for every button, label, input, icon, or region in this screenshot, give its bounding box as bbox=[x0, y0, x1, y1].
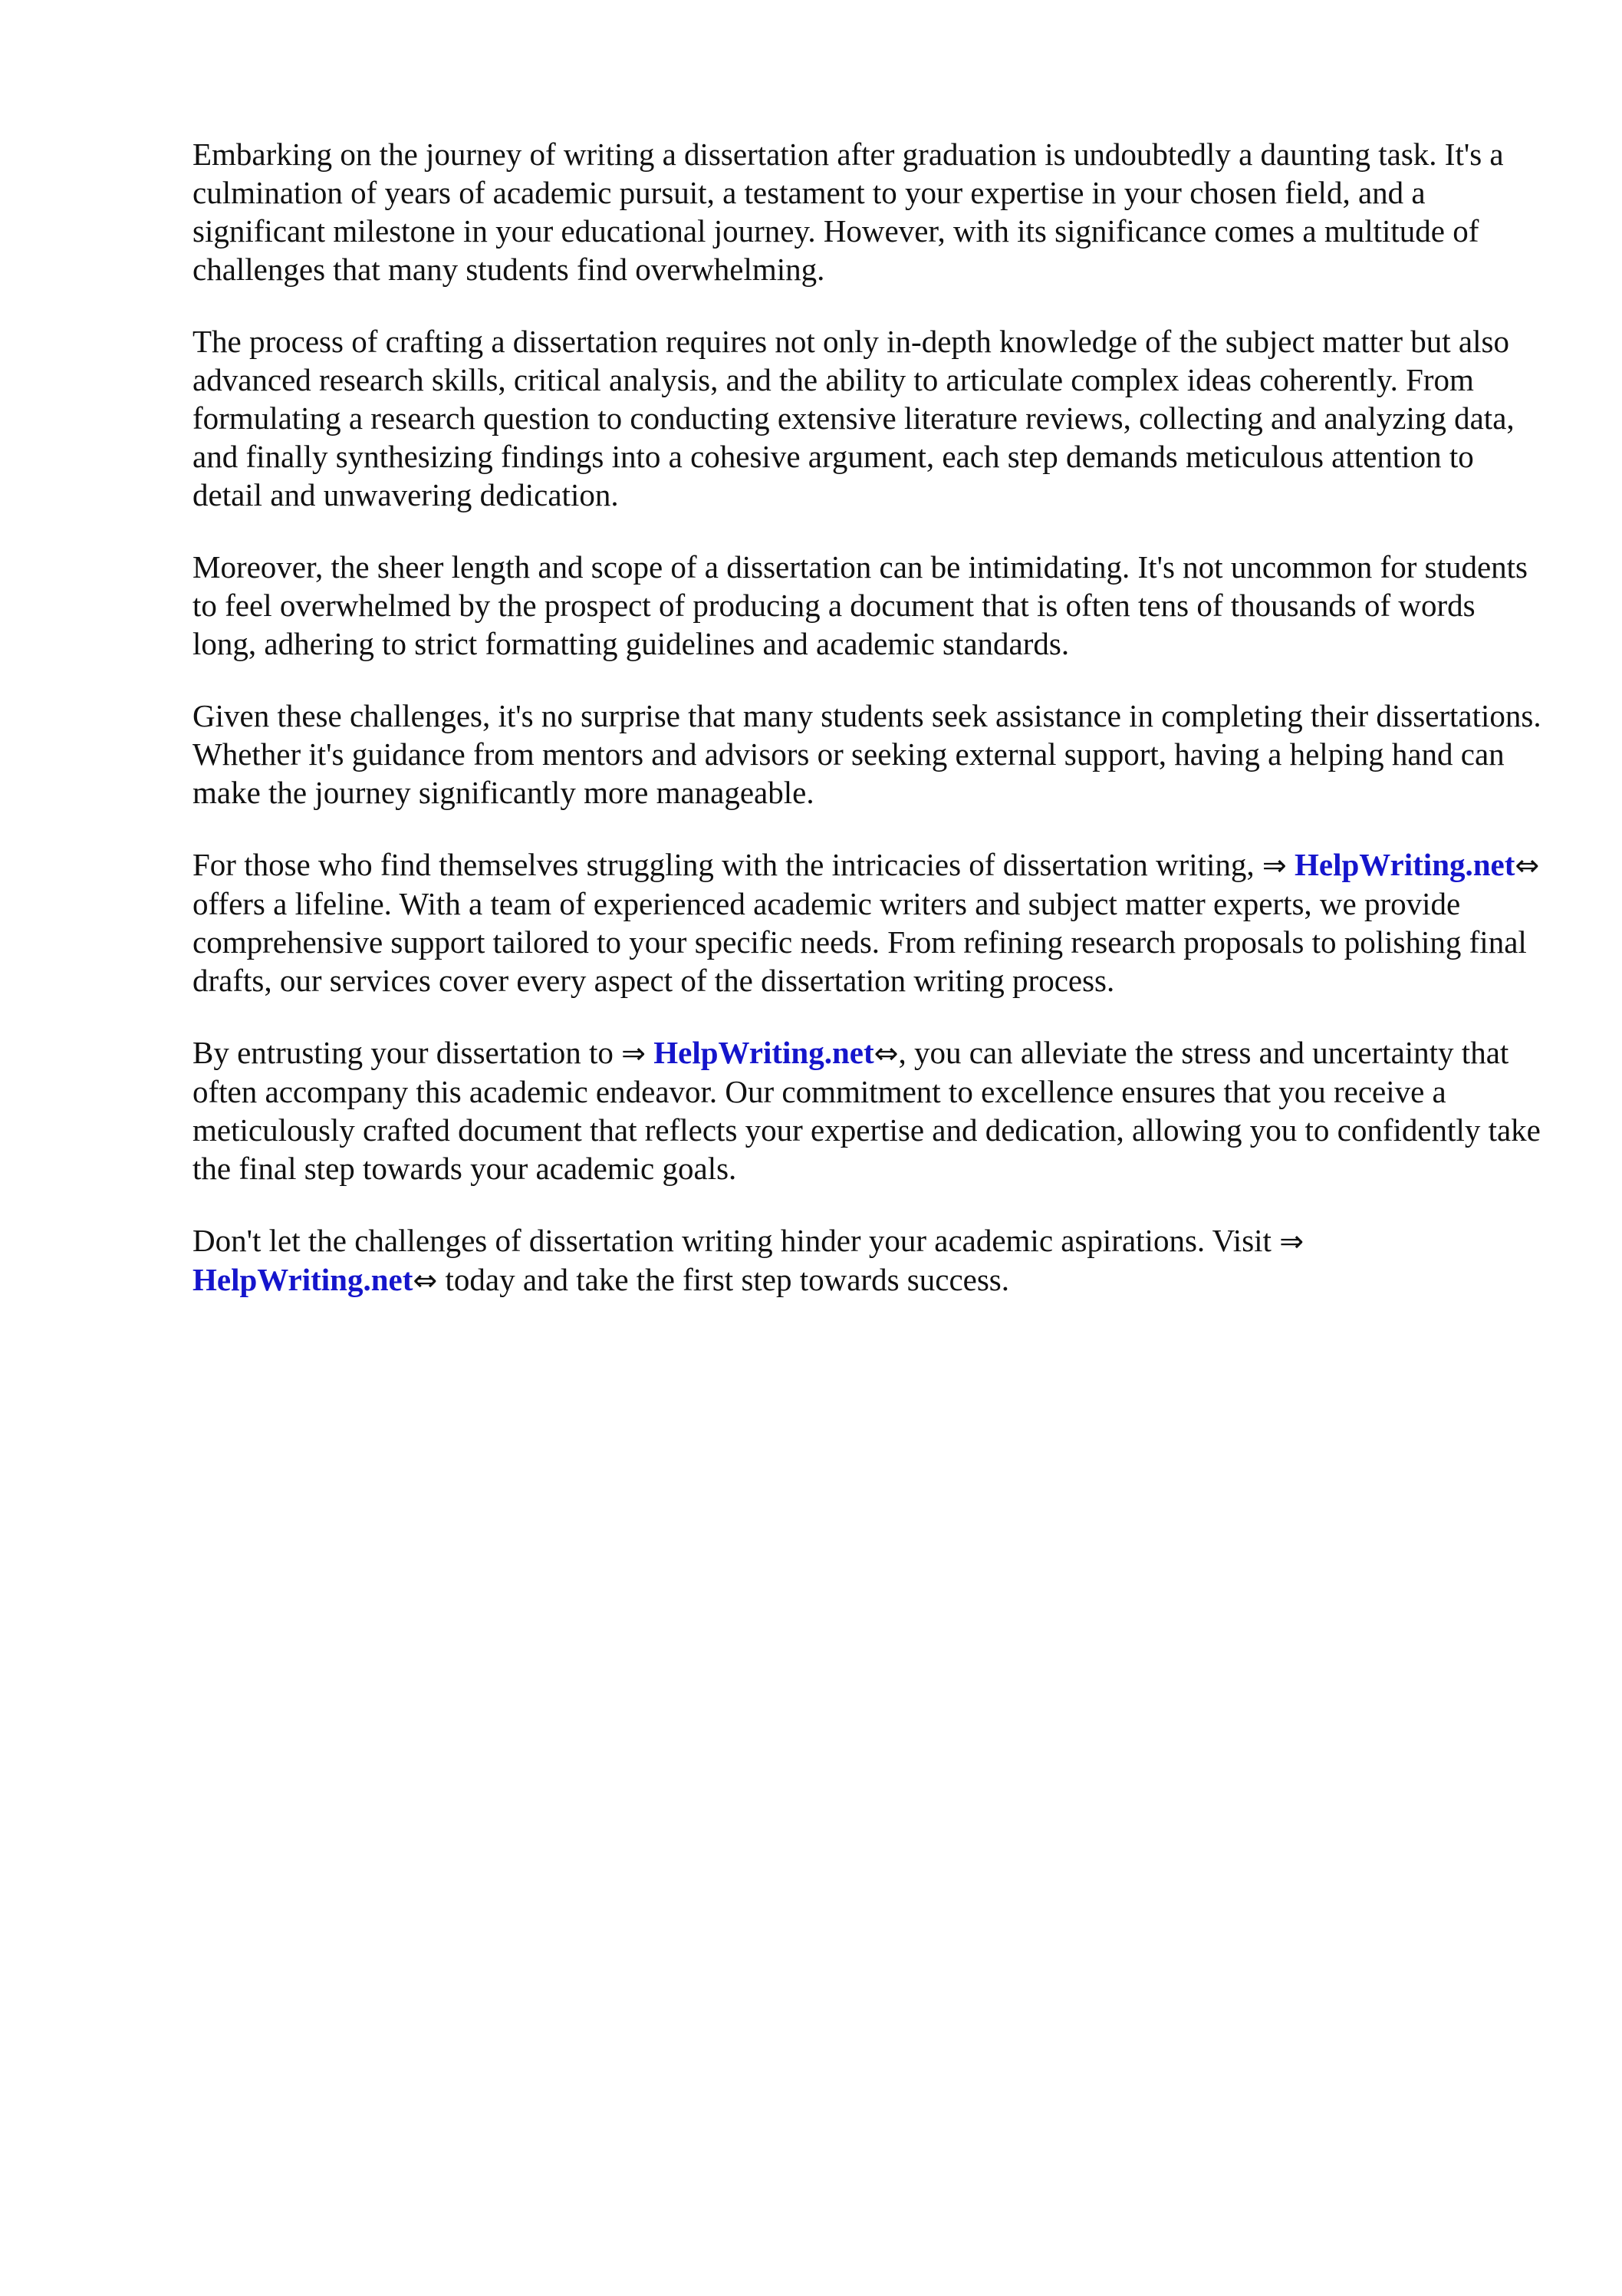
paragraph-text: For those who find themselves struggling with the intricacies of dissertation writing, bbox=[192, 847, 1262, 882]
paragraph-visit bbox=[192, 1221, 1542, 1300]
paragraph-text: today and take the first step towards success. bbox=[437, 1262, 1010, 1297]
paragraph-text: , you can alleviate the stress and uncertainty that often accompany this academic endeavor. Our commitment to excellence ensures that you receive a meticulously crafted document that reflects your expertise and dedication, allowing you to confidently take the final step towards your academic goals. bbox=[192, 1035, 1541, 1186]
paragraph-text: offers a lifeline. With a team of experienced academic writers and subject matter experts, we provide comprehensive support tailored to your specific needs. From refining research proposals to polishing final drafts, our services cover every aspect of the dissertation writing process. bbox=[192, 886, 1527, 998]
double-arrow-icon: ⇔ bbox=[1515, 848, 1540, 882]
paragraph-assistance: Given these challenges, it's no surprise that many students seek assistance in completing their dissertations. Whether it's guidance from mentors and advisors or seeking external support, having a helping hand can make the journey significantly more manageable. bbox=[192, 698, 1541, 810]
paragraph-text: Don't let the challenges of dissertation writing hinder your academic aspirations. Visit bbox=[192, 1223, 1280, 1258]
double-arrow-icon: ⇔ bbox=[874, 1036, 899, 1070]
double-arrow-icon: ⇔ bbox=[413, 1263, 438, 1297]
helpwriting-link[interactable]: HelpWriting.net bbox=[192, 1262, 413, 1297]
paragraph-intro: Embarking on the journey of writing a dissertation after graduation is undoubtedly a daunting task. It's a culmination of years of academic pursuit, a testament to your expertise in your chosen field, and a significant milestone in your educational journey. However, with its significance comes a multitude of challenges that many students find overwhelming. bbox=[192, 137, 1504, 287]
document-body bbox=[192, 135, 1542, 1333]
paragraph-text: By entrusting your dissertation to bbox=[192, 1035, 622, 1070]
helpwriting-link[interactable]: HelpWriting.net bbox=[653, 1035, 874, 1070]
paragraph-entrusting bbox=[192, 1033, 1542, 1188]
paragraph-lifeline bbox=[192, 845, 1542, 1000]
right-arrow-icon: ⇒ bbox=[621, 1036, 646, 1070]
right-arrow-icon: ⇒ bbox=[1262, 848, 1287, 882]
paragraph-process: The process of crafting a dissertation requires not only in-depth knowledge of the subject matter but also advanced research skills, critical analysis, and the ability to articulate complex ideas coherently. From formulating a research question to conducting extensive literature reviews, collecting and analyzing data, and finally synthesizing findings into a cohesive argument, each step demands meticulous attention to detail and unwavering dedication. bbox=[192, 324, 1515, 512]
paragraph-length: Moreover, the sheer length and scope of a dissertation can be intimidating. It's not uncommon for students to feel overwhelmed by the prospect of producing a document that is often tens of thousands of words long, adhering to strict formatting guidelines and academic standards. bbox=[192, 549, 1528, 661]
right-arrow-icon: ⇒ bbox=[1279, 1224, 1305, 1258]
helpwriting-link[interactable]: HelpWriting.net bbox=[1295, 847, 1515, 882]
